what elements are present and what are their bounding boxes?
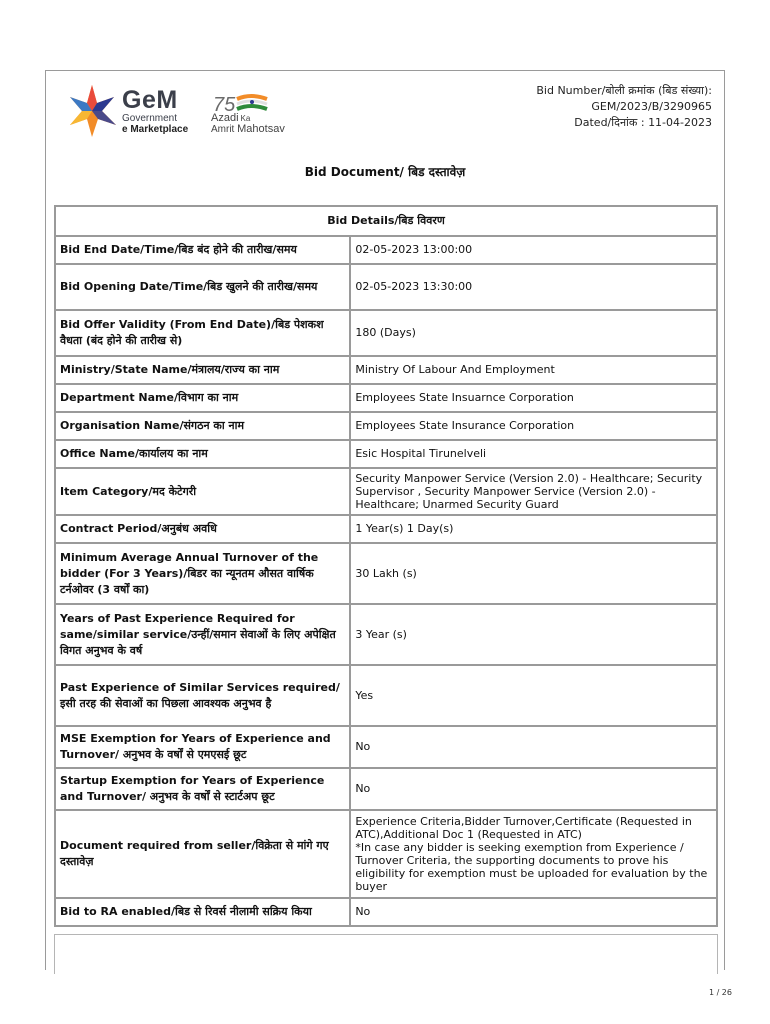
table-header: Bid Details/बिड विवरण xyxy=(55,206,717,236)
next-section-box xyxy=(54,934,718,974)
row-value: 02-05-2023 13:00:00 xyxy=(350,236,717,264)
row-value xyxy=(350,810,717,898)
gem-name: GeM xyxy=(122,86,178,114)
row-value: Ministry Of Labour And Employment xyxy=(350,356,717,384)
azadi-ka: Ka xyxy=(240,114,251,123)
row-label: Past Experience of Similar Services required/इसी तरह की सेवाओं का पिछला आवश्यक अनुभव है xyxy=(55,665,350,726)
row-value-line: Experience Criteria,Bidder Turnover,Certificate (Requested in ATC),Additional Doc 1 (Requested in ATC) xyxy=(355,815,692,841)
gem-line-1: Government xyxy=(122,113,178,124)
table-row xyxy=(55,412,717,440)
table-row xyxy=(55,726,717,768)
azadi-line-1: Azadi xyxy=(211,112,239,124)
table-row xyxy=(55,468,717,515)
bid-number-value: GEM/2023/B/3290965 xyxy=(591,100,712,113)
table-row xyxy=(55,310,717,356)
table-header-row xyxy=(55,206,717,236)
row-value: 3 Year (s) xyxy=(350,604,717,665)
row-value: Esic Hospital Tirunelveli xyxy=(350,440,717,468)
bid-dated xyxy=(536,115,712,131)
row-label: Startup Exemption for Years of Experience and Turnover/ अनुभव के वर्षों से स्टार्टअप छूट xyxy=(55,768,350,810)
row-label: MSE Exemption for Years of Experience and Turnover/ अनुभव के वर्षों से एमएसई छूट xyxy=(55,726,350,768)
row-label: Document required from seller/विक्रेता से मांगे गए दस्तावेज़ xyxy=(55,810,350,898)
row-label: Department Name/विभाग का नाम xyxy=(55,384,350,412)
row-label: Bid to RA enabled/बिड से रिवर्स नीलामी सक्रिय किया xyxy=(55,898,350,926)
gem-logo xyxy=(64,81,199,141)
row-label: Organisation Name/संगठन का नाम xyxy=(55,412,350,440)
azadi-line-2: Amrit xyxy=(211,124,235,135)
row-value: Employees State Insurance Corporation xyxy=(350,412,717,440)
table-row xyxy=(55,810,717,898)
row-value: Yes xyxy=(350,665,717,726)
table-row xyxy=(55,665,717,726)
azadi-ka-amrit-mahotsav-logo xyxy=(211,91,326,136)
row-value: No xyxy=(350,768,717,810)
row-value: No xyxy=(350,898,717,926)
row-value: No xyxy=(350,726,717,768)
table-row xyxy=(55,543,717,604)
row-label: Item Category/मद केटेगरी xyxy=(55,468,350,515)
bid-info xyxy=(536,83,712,131)
row-value: Employees State Insuarnce Corporation xyxy=(350,384,717,412)
bid-dated-value: 11-04-2023 xyxy=(648,116,712,129)
row-value: Security Manpower Service (Version 2.0) - Healthcare; Security Supervisor , Security Manpower Service (Version 2.0) - Healthcare; Unarmed Security Guard xyxy=(350,468,717,515)
document-title: Bid Document/ बिड दस्तावेज़ xyxy=(304,165,466,179)
table-row xyxy=(55,384,717,412)
table-row xyxy=(55,236,717,264)
table-row xyxy=(55,898,717,926)
azadi-number: 75 xyxy=(213,94,236,115)
bid-dated-label: Dated/दिनांक : xyxy=(574,116,645,129)
gem-star-icon xyxy=(64,81,120,141)
table-row xyxy=(55,440,717,468)
row-label: Years of Past Experience Required for same/similar service/उन्हीं/समान सेवाओं के लिए अपेक्षित विगत अनुभव के वर्ष xyxy=(55,604,350,665)
bid-number-label: Bid Number/बोली क्रमांक (बिड संख्या): xyxy=(536,84,712,97)
row-label: Minimum Average Annual Turnover of the bidder (For 3 Years)/बिडर का न्यूनतम औसत वार्षिक टर्नओवर (3 वर्षों का) xyxy=(55,543,350,604)
row-value: 30 Lakh (s) xyxy=(350,543,717,604)
row-label: Bid Opening Date/Time/बिड खुलने की तारीख/समय xyxy=(55,264,350,310)
row-label: Bid End Date/Time/बिड बंद होने की तारीख/समय xyxy=(55,236,350,264)
table-row xyxy=(55,604,717,665)
row-label: Ministry/State Name/मंत्रालय/राज्य का नाम xyxy=(55,356,350,384)
row-value: 1 Year(s) 1 Day(s) xyxy=(350,515,717,543)
table-row xyxy=(55,264,717,310)
gem-line-2: e Marketplace xyxy=(122,124,189,135)
row-label: Office Name/कार्यालय का नाम xyxy=(55,440,350,468)
table-row xyxy=(55,356,717,384)
row-label: Bid Offer Validity (From End Date)/बिड पेशकश वैधता (बंद होने की तारीख से) xyxy=(55,310,350,356)
bid-details-table xyxy=(54,205,718,927)
table-row xyxy=(55,768,717,810)
page-number: 1 / 26 xyxy=(708,988,732,997)
row-value: 180 (Days) xyxy=(350,310,717,356)
azadi-line-3: Mahotsav xyxy=(237,123,285,135)
row-label: Contract Period/अनुबंध अवधि xyxy=(55,515,350,543)
row-value-line: *In case any bidder is seeking exemption from Experience / Turnover Criteria, the supporting documents to prove his eligibility for exemption must be uploaded for evaluation by the buyer xyxy=(355,841,708,893)
table-row xyxy=(55,515,717,543)
row-value: 02-05-2023 13:30:00 xyxy=(350,264,717,310)
bid-document-page xyxy=(45,70,725,970)
